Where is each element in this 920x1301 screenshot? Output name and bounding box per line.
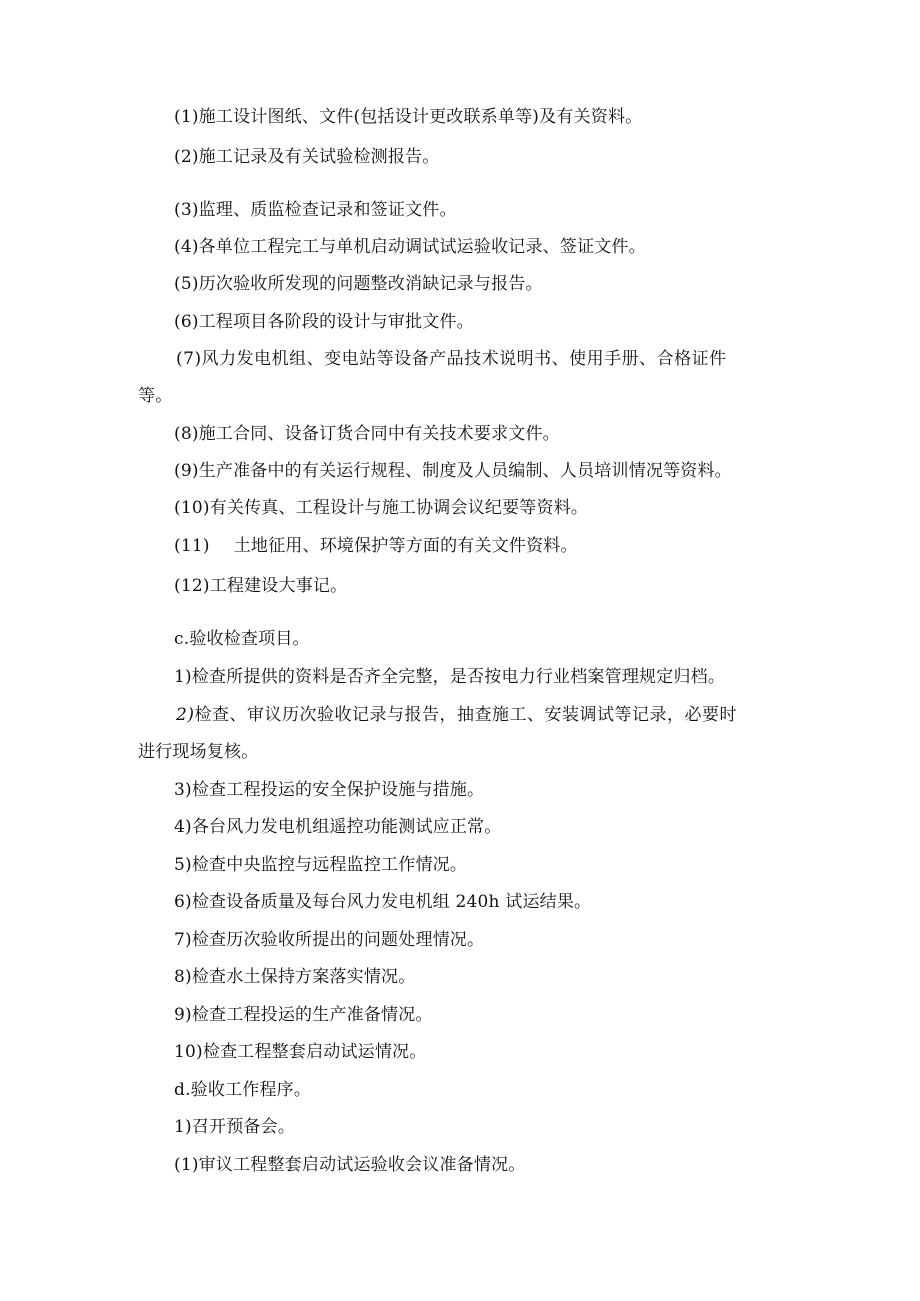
list-item: 10)检查工程整套启动试运情况。 bbox=[174, 1042, 427, 1062]
list-item-number: 2) bbox=[176, 705, 195, 725]
list-item: 8)检查水土保持方案落实情况。 bbox=[174, 967, 416, 987]
list-item bbox=[176, 704, 737, 726]
list-item: (12)工程建设大事记。 bbox=[174, 576, 348, 596]
section-heading-c: c.验收检查项目。 bbox=[174, 629, 310, 649]
list-item: (7)风力发电机组、变电站等设备产品技术说明书、使用手册、合格证件 bbox=[176, 349, 727, 369]
list-item-number: (11) bbox=[174, 536, 210, 556]
list-item: (3)监理、质监检查记录和签证文件。 bbox=[174, 200, 457, 220]
list-item: (5)历次验收所发现的问题整改消缺记录与报告。 bbox=[174, 274, 543, 294]
list-item: 9)检查工程投运的生产准备情况。 bbox=[174, 1005, 433, 1025]
list-item-text: 土地征用、环境保护等方面的有关文件资料。 bbox=[233, 536, 578, 556]
list-item: (1)施工设计图纸、文件(包括设计更改联系单等)及有关资料。 bbox=[174, 107, 643, 127]
list-item: (1)审议工程整套启动试运验收会议准备情况。 bbox=[174, 1155, 526, 1175]
list-item: 3)检查工程投运的安全保护设施与措施。 bbox=[174, 780, 485, 800]
list-item: 5)检查中央监控与远程监控工作情况。 bbox=[174, 855, 468, 875]
list-item: (8)施工合同、设备订货合同中有关技术要求文件。 bbox=[174, 424, 560, 444]
list-item-continuation: 等。 bbox=[138, 386, 173, 406]
list-item: (6)工程项目各阶段的设计与审批文件。 bbox=[174, 312, 474, 332]
list-item bbox=[174, 535, 578, 557]
list-item: (2)施工记录及有关试验检测报告。 bbox=[174, 147, 440, 167]
list-item: 1)检查所提供的资料是否齐全完整，是否按电力行业档案管理规定归档。 bbox=[174, 667, 726, 687]
section-heading-d: d.验收工作程序。 bbox=[174, 1080, 312, 1100]
list-item: (4)各单位工程完工与单机启动调试试运验收记录、签证文件。 bbox=[174, 237, 646, 257]
list-item: 6)检查设备质量及每台风力发电机组 240h 试运结果。 bbox=[174, 892, 592, 912]
list-item-text: 检查、审议历次验收记录与报告，抽查施工、安装调试等记录，必要时 bbox=[194, 705, 737, 725]
list-item: 4)各台风力发电机组遥控功能测试应正常。 bbox=[174, 817, 502, 837]
list-item: 7)检查历次验收所提出的问题处理情况。 bbox=[174, 930, 485, 950]
list-item: (9)生产准备中的有关运行规程、制度及人员编制、人员培训情况等资料。 bbox=[174, 461, 732, 481]
list-item: (10)有关传真、工程设计与施工协调会议纪要等资料。 bbox=[174, 498, 589, 518]
list-item: 1)召开预备会。 bbox=[174, 1117, 296, 1137]
list-item-continuation: 进行现场复核。 bbox=[138, 742, 259, 762]
